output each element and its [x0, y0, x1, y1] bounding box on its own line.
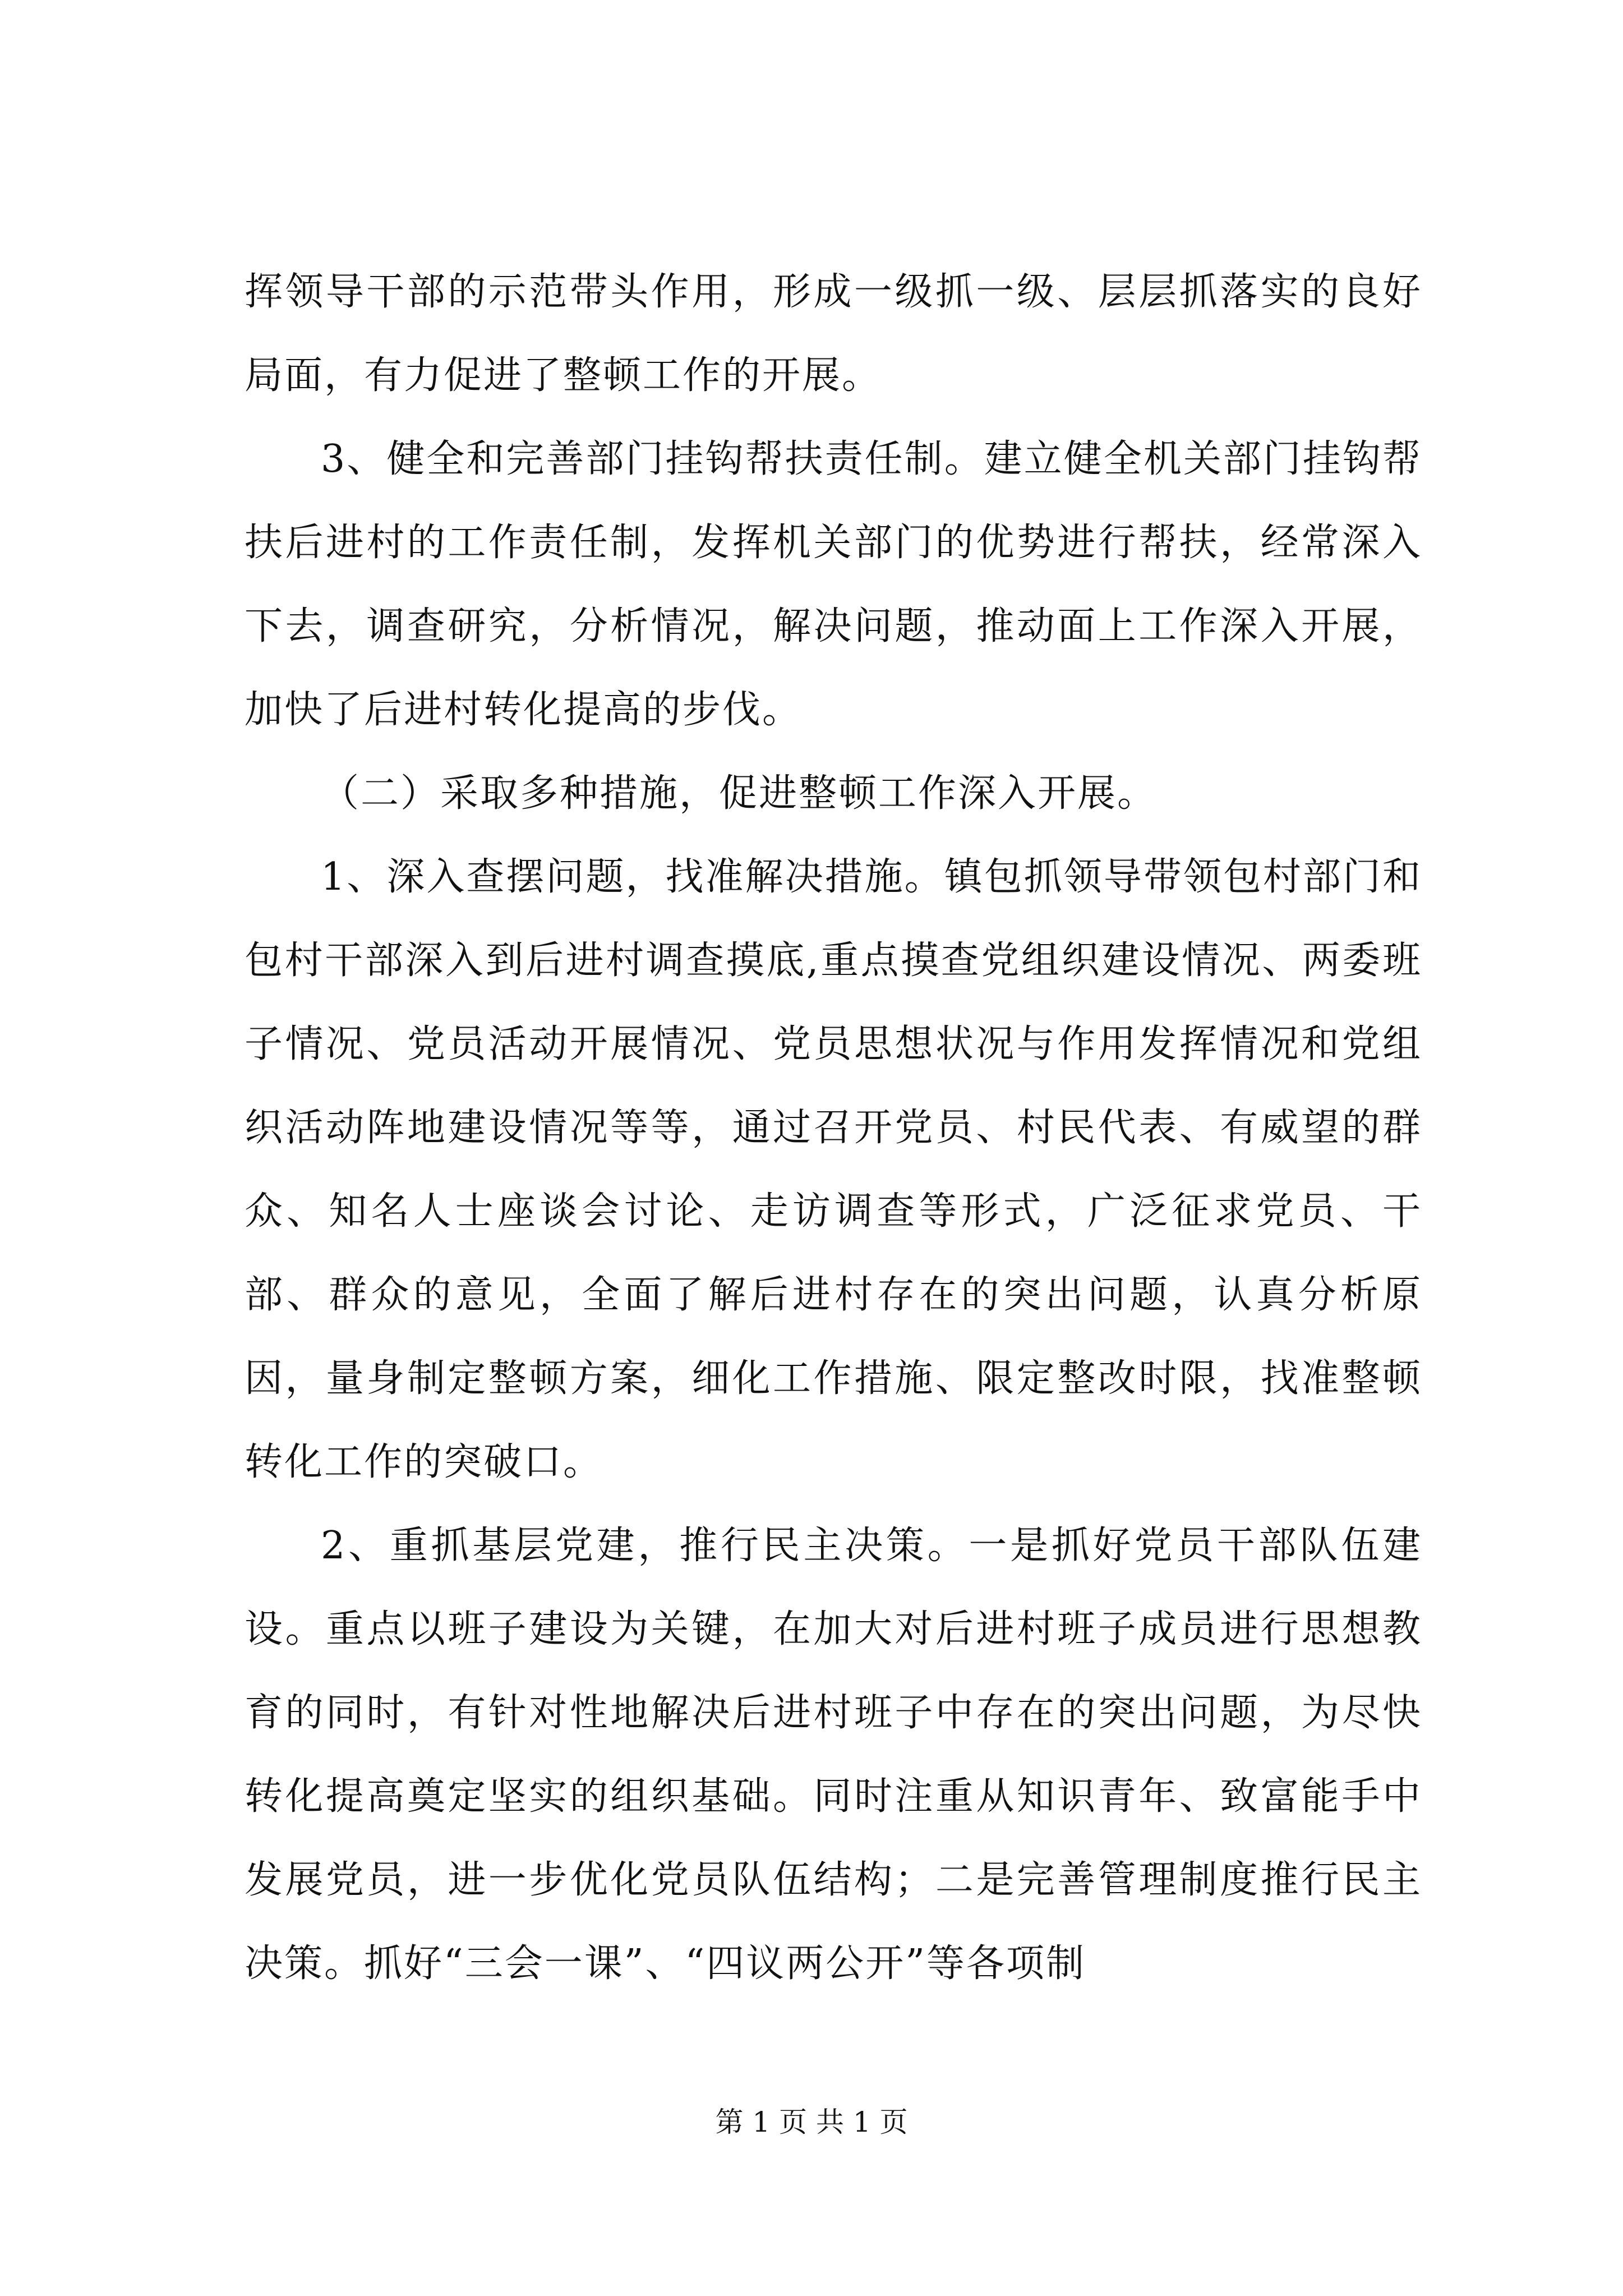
document-body	[245, 250, 1422, 2005]
paragraph-item-1: 1、深入查摆问题，找准解决措施。镇包抓领导带领包村部门和包村干部深入到后进村调查摸底,重点摸查党组织建设情况、两委班子情况、党员活动开展情况、党员思想状况与作用发挥情况和党组织活动阵地建设情况等等，通过召开党员、村民代表、有威望的群众、知名人士座谈会讨论、走访调查等形式，广泛征求党员、干部、群众的意见，全面了解后进村存在的突出问题，认真分析原因，量身制定整顿方案，细化工作措施、限定整改时限，找准整顿转化工作的突破口。	[245, 855, 1422, 1484]
page-footer: 第 1 页 共 1 页	[715, 2106, 908, 2138]
paragraph-item-2: 2、重抓基层党建，推行民主决策。一是抓好党员干部队伍建设。重点以班子建设为关键，在加大对后进村班子成员进行思想教育的同时，有针对性地解决后进村班子中存在的突出问题，为尽快转化提高奠定坚实的组织基础。同时注重从知识青年、致富能手中发展党员，进一步优化党员队伍结构；二是完善管理制度推行民主决策。抓好“三会一课”、“四议两公开”等各项制	[245, 1524, 1422, 1986]
paragraph-continuation: 挥领导干部的示范带头作用，形成一级抓一级、层层抓落实的良好局面，有力促进了整顿工作的开展。	[245, 270, 1422, 398]
section-heading-2: （二）采取多种措施，促进整顿工作深入开展。	[321, 771, 1158, 816]
paragraph-item-3: 3、健全和完善部门挂钩帮扶责任制。建立健全机关部门挂钩帮扶后进村的工作责任制，发挥机关部门的优势进行帮扶，经常深入下去，调查研究，分析情况，解决问题，推动面上工作深入开展，加快了后进村转化提高的步伐。	[245, 437, 1422, 732]
